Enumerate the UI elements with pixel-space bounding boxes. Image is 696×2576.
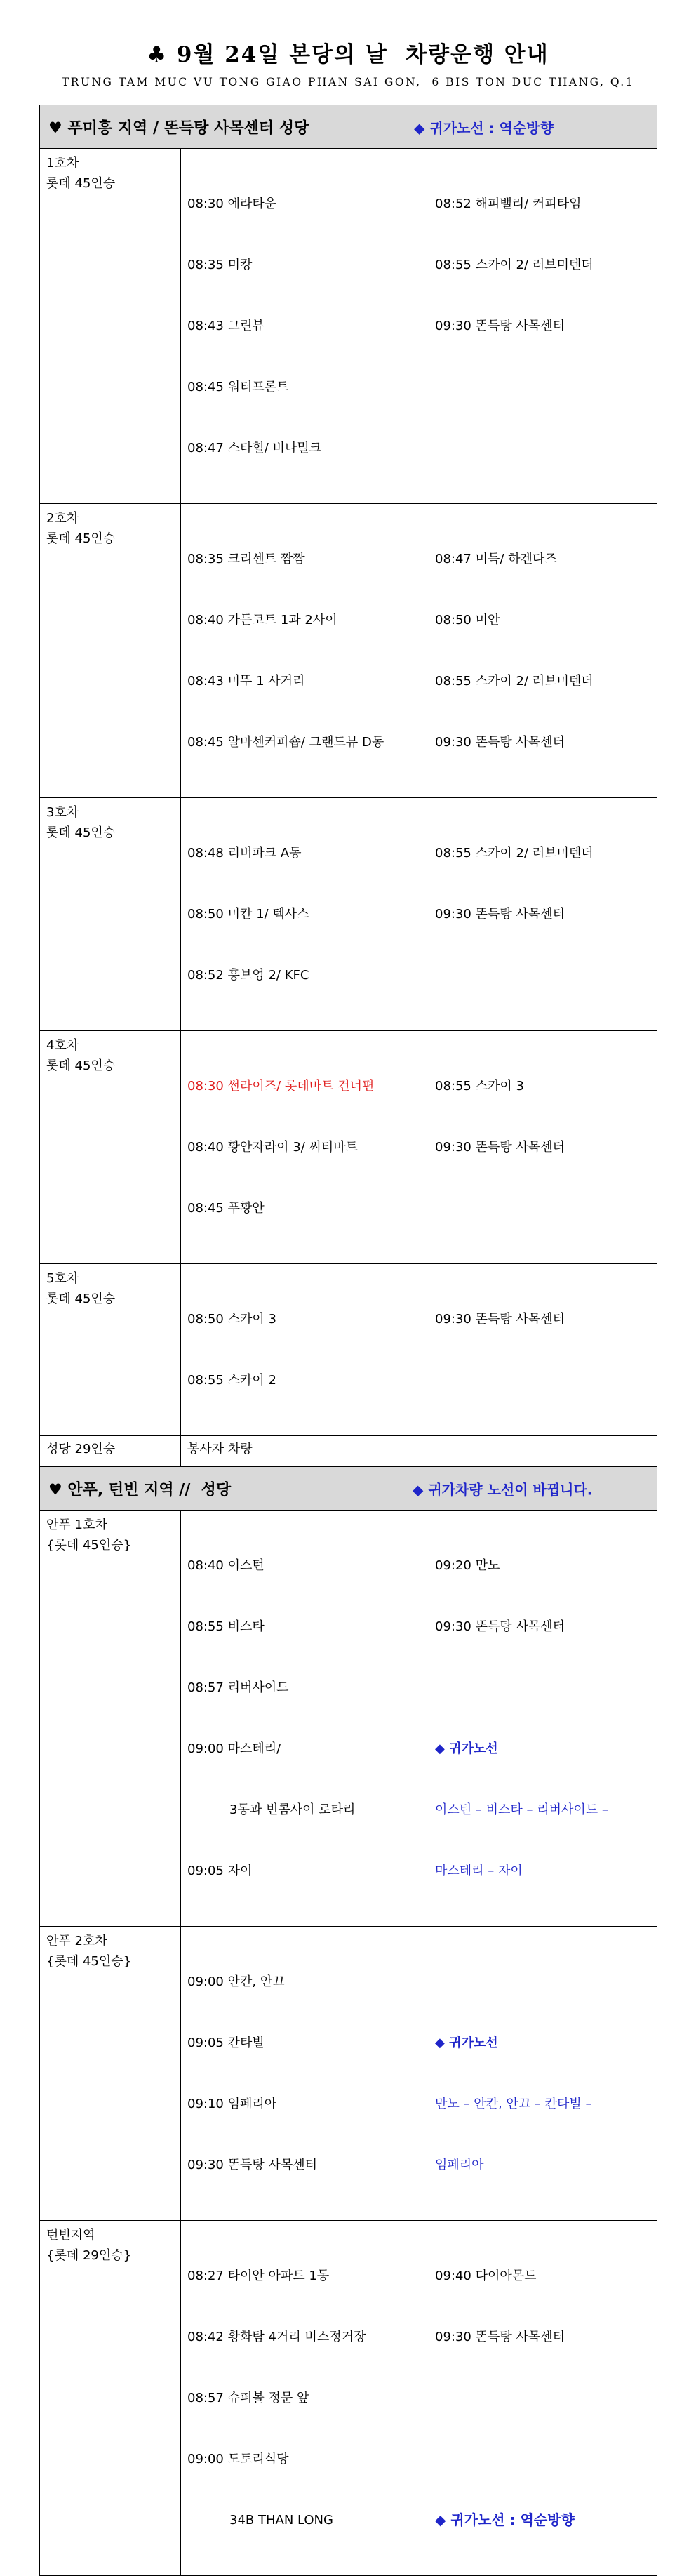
church-van-note-cell (181, 1436, 657, 1467)
stop-item: 08:45 워터프론트 (187, 380, 289, 394)
section-header-cell (40, 105, 657, 149)
stop-item: 08:55 스카이 2/ 러브미텐더 (435, 846, 594, 861)
stop-item: 08:30 에라타운 (187, 197, 277, 211)
bus-stops-cell (181, 1511, 657, 1927)
bus-label-cell (40, 1927, 181, 2221)
bus-row-3 (40, 798, 657, 1031)
bus-row-4 (40, 1031, 657, 1264)
return-route-line: 마스테리 – 자이 (435, 1864, 523, 1878)
bus-label-cell (40, 1511, 181, 1927)
stop-item-highlighted: 08:30 썬라이즈/ 롯데마트 건너편 (187, 1079, 375, 1094)
stop-item: 08:55 스카이 2/ 러브미텐더 (435, 674, 594, 689)
stop-item: 08:42 황화탐 4거리 버스정거장 (187, 2330, 366, 2344)
stop-item: 08:47 스타힐/ 비나밀크 (187, 441, 322, 456)
section-header-anphu (40, 1467, 657, 1511)
bus-row-anphu-2 (40, 1927, 657, 2221)
stop-item: 09:30 똔득탕 사목센터 (435, 1140, 566, 1155)
stop-item: 09:30 똔득탕 사목센터 (435, 319, 566, 333)
stop-item-continued: 3동과 빈콤사이 로타리 (229, 1802, 356, 1817)
bus-capacity: 롯데 45인승 (46, 531, 116, 546)
bus-label-cell (40, 504, 181, 798)
stop-item: 08:27 타이안 아파트 1동 (187, 2269, 330, 2283)
bus-label-cell (40, 1264, 181, 1436)
bus-row-5 (40, 1264, 657, 1436)
return-route-title: ◆ 귀가노선 (435, 1741, 498, 1756)
stop-item: 09:30 똔득탕 사목센터 (435, 907, 566, 922)
stop-item: 08:35 미캉 (187, 258, 253, 272)
return-route-line: 임페리아 (435, 2158, 484, 2172)
return-route-note: ◆ 귀가노선 : 역순방향 (414, 119, 554, 136)
stop-item: 09:40 다이아몬드 (435, 2269, 537, 2283)
bus-stops-cell (181, 1264, 657, 1436)
bus-number: 1호차 (46, 156, 79, 171)
bus-number: 4호차 (46, 1038, 79, 1053)
stop-item: 09:05 칸타빌 (187, 2036, 265, 2050)
section-header-cell (40, 1467, 657, 1511)
stop-item: 08:57 리버사이드 (187, 1680, 289, 1695)
church-van-row (40, 1436, 657, 1467)
stop-item: 09:30 똔득탕 사목센터 (435, 1619, 566, 1634)
bus-row-anphu-1 (40, 1511, 657, 1927)
bus-stops-cell (181, 2221, 657, 2576)
stop-item: 09:00 마스테리/ (187, 1741, 281, 1756)
stop-item: 09:30 똔득탕 사목센터 (435, 735, 566, 750)
bus-capacity: 롯데 45인승 (46, 1292, 116, 1306)
page-subtitle: TRUNG TAM MUC VU TONG GIAO PHAN SAI GON, 6 BIS TON DUC THANG, Q.1 (61, 76, 635, 88)
bus-row-thuthiem (40, 2221, 657, 2576)
church-van-note: 봉사자 차량 (187, 1442, 253, 1456)
bus-row-1 (40, 149, 657, 504)
bus-number: 3호차 (46, 805, 79, 820)
bus-stops-cell (181, 149, 657, 504)
stop-item: 08:40 이스턴 (187, 1558, 265, 1573)
stop-item: 08:50 미안 (435, 613, 500, 628)
stop-item: 08:50 미칸 1/ 텍사스 (187, 907, 309, 922)
stop-item: 08:48 리버파크 A동 (187, 846, 302, 861)
bus-number: 5호차 (46, 1271, 79, 1286)
stop-item: 08:55 스카이 3 (435, 1079, 524, 1094)
stop-item: 08:35 크리센트 짬짬 (187, 552, 305, 566)
section-heading: ♥ 푸미흥 지역 / 똔득탕 사목센터 성당 (48, 119, 309, 137)
stop-item: 08:55 스카이 2 (187, 1373, 276, 1388)
bus-label-cell (40, 149, 181, 504)
stop-item: 09:30 똔득탕 사목센터 (435, 1312, 566, 1327)
bus-capacity: {롯데 45인승} (46, 1954, 132, 1969)
stop-item: 08:52 흥브엉 2/ KFC (187, 968, 309, 983)
stop-item: 09:05 자이 (187, 1864, 253, 1878)
stop-item: 08:43 그린뷰 (187, 319, 265, 333)
bus-label-cell (40, 798, 181, 1031)
stop-item: 08:45 알마센커피숍/ 그랜드뷰 D동 (187, 735, 384, 750)
return-route-title: ◆ 귀가노선 (435, 2036, 498, 2050)
bus-capacity: {롯데 45인승} (46, 1538, 132, 1553)
bus-number: 2호차 (46, 511, 79, 526)
stop-item: 08:52 해피밸리/ 커피타임 (435, 197, 582, 211)
stop-item: 08:50 스카이 3 (187, 1312, 276, 1327)
stop-item: 09:00 안칸, 안끄 (187, 1974, 285, 1989)
stop-item: 09:00 도토리식당 (187, 2452, 289, 2467)
schedule-table (39, 105, 657, 2576)
bus-stops-cell (181, 798, 657, 1031)
bus-stops-cell (181, 504, 657, 798)
stop-item: 09:30 똔득탕 사목센터 (187, 2158, 318, 2172)
bus-number: 안푸 2호차 (46, 1934, 107, 1948)
bus-row-2 (40, 504, 657, 798)
stop-item: 09:20 만노 (435, 1558, 500, 1573)
bus-capacity: 롯데 45인승 (46, 825, 116, 840)
bus-capacity: 롯데 45인승 (46, 1058, 116, 1073)
bus-stops-cell (181, 1927, 657, 2221)
stop-item: 08:40 황안자라이 3/ 씨티마트 (187, 1140, 359, 1155)
stop-item: 08:40 가든코트 1과 2사이 (187, 613, 337, 628)
bus-label-cell (40, 1031, 181, 1264)
page-title: ♣ 9월 24일 본당의 날 차량운행 안내 (147, 42, 549, 67)
stop-item: 08:55 비스타 (187, 1619, 265, 1634)
stop-item: 08:55 스카이 2/ 러브미텐더 (435, 258, 594, 272)
bus-number: 안푸 1호차 (46, 1518, 107, 1532)
return-route-line: 이스턴 – 비스타 – 리버사이드 – (435, 1802, 608, 1817)
bus-label-cell (40, 2221, 181, 2576)
stop-item: 08:47 미득/ 하겐다즈 (435, 552, 557, 566)
return-route-note: ◆ 귀가노선 : 역순방향 (435, 2511, 575, 2528)
return-route-line: 만노 – 안칸, 안끄 – 칸타빌 – (435, 2097, 592, 2111)
stop-item: 09:30 똔득탕 사목센터 (435, 2330, 566, 2344)
bus-capacity: 롯데 45인승 (46, 176, 116, 191)
stop-item: 08:57 슈퍼볼 정문 앞 (187, 2391, 309, 2405)
bus-stops-cell (181, 1031, 657, 1264)
stop-item-continued: 34B THAN LONG (229, 2513, 333, 2528)
stop-item: 08:45 푸황안 (187, 1201, 265, 1216)
section-header-phumyhung (40, 105, 657, 149)
section-heading: ♥ 안푸, 턴빈 지역 // 성당 (48, 1481, 232, 1499)
bus-capacity: {롯데 29인승} (46, 2248, 132, 2263)
bus-number: 턴빈지역 (46, 2228, 95, 2243)
stop-item: 08:43 미뚜 1 사거리 (187, 674, 305, 689)
church-van-label: 성당 29인승 (40, 1436, 181, 1467)
return-route-note: ◆ 귀가차량 노선이 바뀝니다. (413, 1481, 593, 1498)
stop-item: 09:10 임페리아 (187, 2097, 277, 2111)
